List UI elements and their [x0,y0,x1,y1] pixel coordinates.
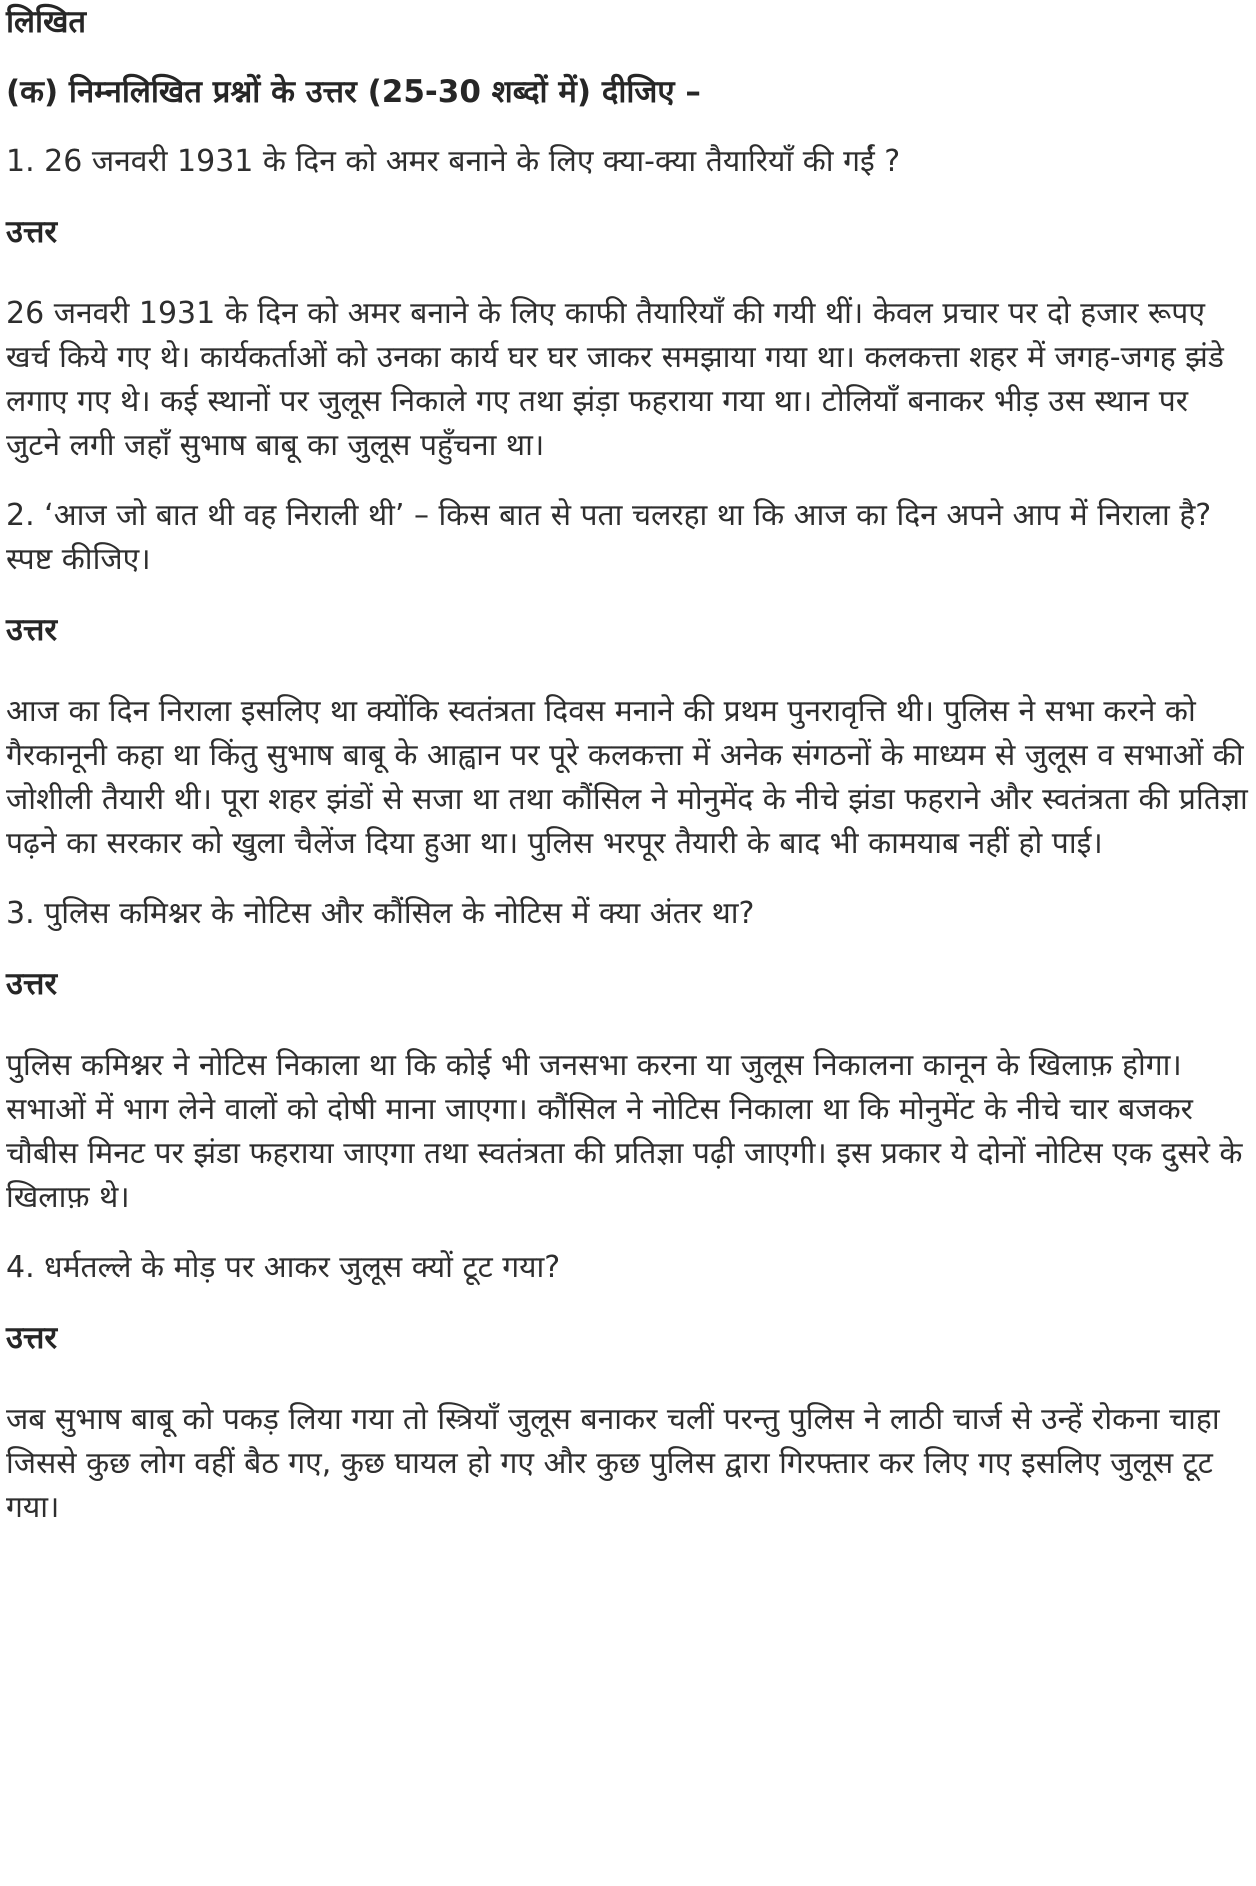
answer-label-2: उत्तर [6,612,58,648]
question-3: 3. पुलिस कमिश्नर के नोटिस और कौंसिल के नोटिस में क्या अंतर था? [6,896,755,931]
answer-3: पुलिस कमिश्नर ने नोटिस निकाला था कि कोई भी जनसभा करना या जुलूस निकालना कानून के खिलाफ़ होगा। सभाओं में भाग लेने वालों को दोषी माना जाएगा। कौंसिल ने नोटिस निकाला था कि मोनुमेंट के नीचे चार बजकर चौबीस मिनट पर झंडा फहराया जाएगा तथा स्वतंत्रता की प्रतिज्ञा पढ़ी जाएगी। इस प्रकार ये दोनों नोटिस एक दुसरे के खिलाफ़ थे। [6,1048,1243,1215]
answer-2: आज का दिन निराला इसलिए था क्योंकि स्वतंत्रता दिवस मनाने की प्रथम पुनरावृत्ति थी। पुलिस ने सभा करने को गैरकानूनी कहा था किंतु सुभाष बाबू के आह्वान पर पूरे कलकत्ता में अनेक संगठनों के माध्यम से जुलूस व सभाओं की जोशीली तैयारी थी। पूरा शहर झंडों से सजा था तथा कौंसिल ने मोनुमेंद के नीचे झंडा फहराने और स्वतंत्रता की प्रतिज्ञा पढ़ने का सरकार को खुला चैलेंज दिया हुआ था। पुलिस भरपूर तैयारी के बाद भी कामयाब नहीं हो पाई। [6,694,1248,861]
section-title: लिखित [6,4,87,40]
answer-label-1: उत्तर [6,214,58,250]
answer-label-4: उत्तर [6,1320,58,1356]
question-1: 1. 26 जनवरी 1931 के दिन को अमर बनाने के लिए क्या-क्या तैयारियाँ की गईं ? [6,144,901,179]
section-subtitle: (क) निम्नलिखित प्रश्नों के उत्तर (25-30 शब्दों में) दीजिए – [6,74,701,110]
question-2: 2. ‘आज जो बात थी वह निराली थी’ – किस बात से पता चलरहा था कि आज का दिन अपने आप में निराला है? स्पष्ट कीजिए। [6,498,1212,577]
answer-label-3: उत्तर [6,966,58,1002]
question-4: 4. धर्मतल्ले के मोड़ पर आकर जुलूस क्यों टूट गया? [6,1250,561,1285]
answer-4: जब सुभाष बाबू को पकड़ लिया गया तो स्त्रियाँ जुलूस बनाकर चलीं परन्तु पुलिस ने लाठी चार्ज से उन्हें रोकना चाहा जिससे कुछ लोग वहीं बैठ गए, कुछ घायल हो गए और कुछ पुलिस द्वारा गिरफ्तार कर लिए गए इसलिए जुलूस टूट गया। [6,1402,1220,1525]
answer-1: 26 जनवरी 1931 के दिन को अमर बनाने के लिए काफी तैयारियाँ की गयी थीं। केवल प्रचार पर दो हजार रूपए खर्च किये गए थे। कार्यकर्ताओं को उनका कार्य घर घर जाकर समझाया गया था। कलकत्ता शहर में जगह-जगह झंडे लगाए गए थे। कई स्थानों पर जुलूस निकाले गए तथा झंड़ा फहराया गया था। टोलियाँ बनाकर भीड़ उस स्थान पर जुटने लगी जहाँ सुभाष बाबू का जुलूस पहुँचना था। [6,296,1224,463]
